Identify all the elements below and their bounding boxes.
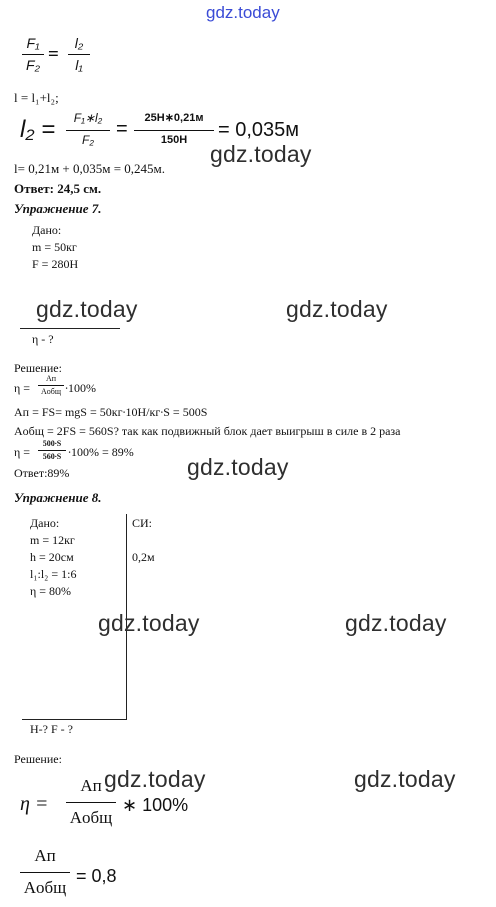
given-label: Дано:	[32, 223, 62, 237]
given-item: F = 280Н	[32, 257, 79, 271]
frac-den: l₁	[75, 57, 83, 73]
frac-den: 150Н	[160, 134, 188, 146]
eta-lhs: η =	[20, 793, 49, 815]
frac-num: Aп	[34, 846, 56, 865]
find-label: η - ?	[32, 332, 54, 346]
given-item: l₁:l₂ = 1:6	[30, 567, 77, 581]
line-useful-work: Aп = FS= mgS = 50кг∙10Н/кг∙S = 500S	[14, 405, 208, 419]
frac-den: F₂	[82, 133, 94, 147]
frac-den: 560∙S	[42, 452, 62, 461]
answer-1: Ответ: 24,5 см.	[14, 181, 102, 196]
frac-num: 500∙S	[42, 439, 62, 448]
answer-7: Ответ:89%	[14, 466, 70, 480]
equals-sign: =	[48, 44, 59, 65]
frac-den: Aобщ	[69, 808, 113, 827]
given-item: m = 50кг	[32, 240, 77, 254]
line-total-work: Aобщ = 2FS = 560S? так как подвижный блок дает выигрыш в силе в 2 раза	[14, 424, 401, 438]
watermark: gdz.today	[36, 296, 138, 322]
given-item: m = 12кг	[30, 533, 75, 547]
frac-num: Aп	[45, 374, 57, 383]
frac-den: Aобщ	[23, 878, 67, 897]
watermark: gdz.today	[104, 766, 206, 792]
frac-num: 25Н∗0,21м	[144, 112, 204, 124]
eta-suffix: ∙100% = 89%	[68, 445, 134, 459]
find-label: H-? F - ?	[30, 722, 73, 736]
frac-num: Aп	[80, 776, 102, 795]
eta-prefix: η =	[14, 445, 31, 459]
eta-suffix: ∗ 100%	[122, 795, 189, 815]
eta-prefix: η =	[14, 381, 31, 395]
ratio-suffix: = 0,8	[76, 866, 117, 886]
watermark: gdz.today	[187, 454, 289, 480]
watermark: gdz.today	[286, 296, 388, 322]
given-item: η = 80%	[30, 584, 72, 598]
frac-den: F₂	[26, 57, 40, 73]
watermark: gdz.today	[354, 766, 456, 792]
eta-suffix: ∙100%	[65, 381, 96, 395]
watermark: gdz.today	[210, 141, 312, 167]
equals-sign: =	[116, 118, 128, 140]
frac-num: F₁∗l₂	[73, 111, 103, 125]
frac-num: F₁	[26, 35, 40, 51]
line-length-sum: l = l₁+l₂;	[14, 90, 59, 105]
solution-label: Решение:	[14, 361, 62, 375]
watermark-top: gdz.today	[206, 3, 280, 22]
frac-den: Aобщ	[40, 387, 61, 396]
given-divider	[20, 328, 120, 329]
given-item: h = 20см	[30, 550, 74, 564]
watermark: gdz.today	[345, 610, 447, 636]
line-sum-result: l= 0,21м + 0,035м = 0,245м.	[14, 161, 166, 176]
solution-label: Решение:	[14, 752, 62, 766]
frac-num: l₂	[74, 35, 84, 51]
exercise-8-title: Упражнение 8.	[14, 490, 102, 505]
given-divider	[22, 719, 126, 720]
watermark: gdz.today	[98, 610, 200, 636]
eq-lhs: l₂ =	[20, 116, 56, 143]
given-label: Дано:	[30, 516, 60, 530]
si-label: СИ:	[132, 516, 153, 530]
si-value: 0,2м	[132, 550, 155, 564]
eq-result: = 0,035м	[218, 119, 300, 141]
exercise-7-title: Упражнение 7.	[14, 201, 102, 216]
